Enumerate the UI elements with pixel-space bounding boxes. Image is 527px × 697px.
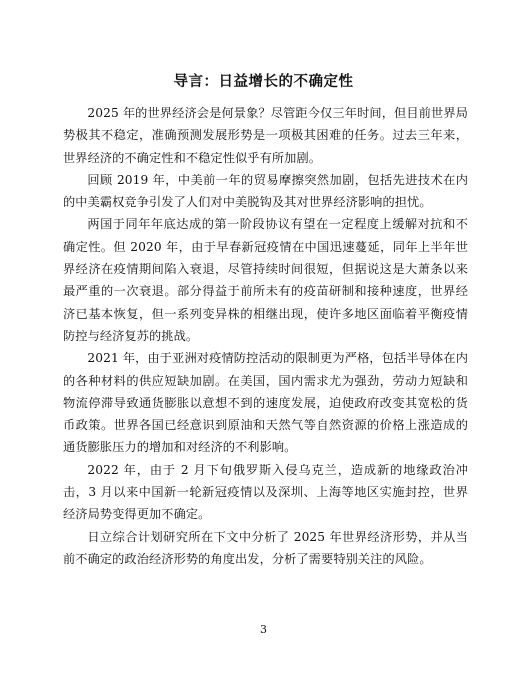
page-number: 3: [260, 623, 267, 636]
document-title: 导言：日益增长的不确定性: [173, 74, 354, 90]
document-body: [63, 102, 468, 570]
paragraph-6: 日立综合计划研究所在下文中分析了 2025 年世界经济形势，并从当前不确定的政治经济形势的角度出发，分析了需要特别关注的风险。: [63, 529, 468, 566]
paragraph-1: 2025 年的世界经济会是何景象？尽管距今仅三年时间，但目前世界局势极其不稳定，准确预测发展形势是一项极其困难的任务。过去三年来，世界经济的不确定性和不稳定性似乎有所加剧。: [63, 106, 468, 165]
paragraph-4: 2021 年，由于亚洲对疫情防控活动的限制更为严格，包括半导体在内的各种材料的供应短缺加剧。在美国，国内需求尤为强劲，劳动力短缺和物流停滞导致通货膨胀以意想不到的速度发展，迫使政府改变其宽松的货币政策。世界各国已经意识到原油和天然气等自然资源的价格上涨造成的通货膨胀压力的增加和对经济的不利影响。: [63, 351, 468, 455]
paragraph-2: 回顾 2019 年，中美前一年的贸易摩擦突然加剧，包括先进技术在内的中美霸权竞争引发了人们对中美脱钩及其对世界经济影响的担忧。: [63, 172, 468, 210]
paragraph-3: 两国于同年年底达成的第一阶段协议有望在一定程度上缓解对抗和不确定性。但 2020 年，由于早春新冠疫情在中国迅速蔓延，同年上半年世界经济在疫情期间陷入衰退，尽管持续时间很短，但据说这是大萧条以来最严重的一次衰退。部分得益于前所未有的疫苗研制和接种速度，世界经济已基本恢复，但一系列变异株的相继出现，使许多地区面临着平衡疫情防控与经济复苏的挑战。: [63, 217, 468, 343]
paragraph-5: 2022 年，由于 2 月下旬俄罗斯入侵乌克兰，造成新的地缘政治冲击，3 月以来中国新一轮新冠疫情以及深圳、上海等地区实施封控，世界经济局势变得更加不确定。: [63, 462, 468, 522]
